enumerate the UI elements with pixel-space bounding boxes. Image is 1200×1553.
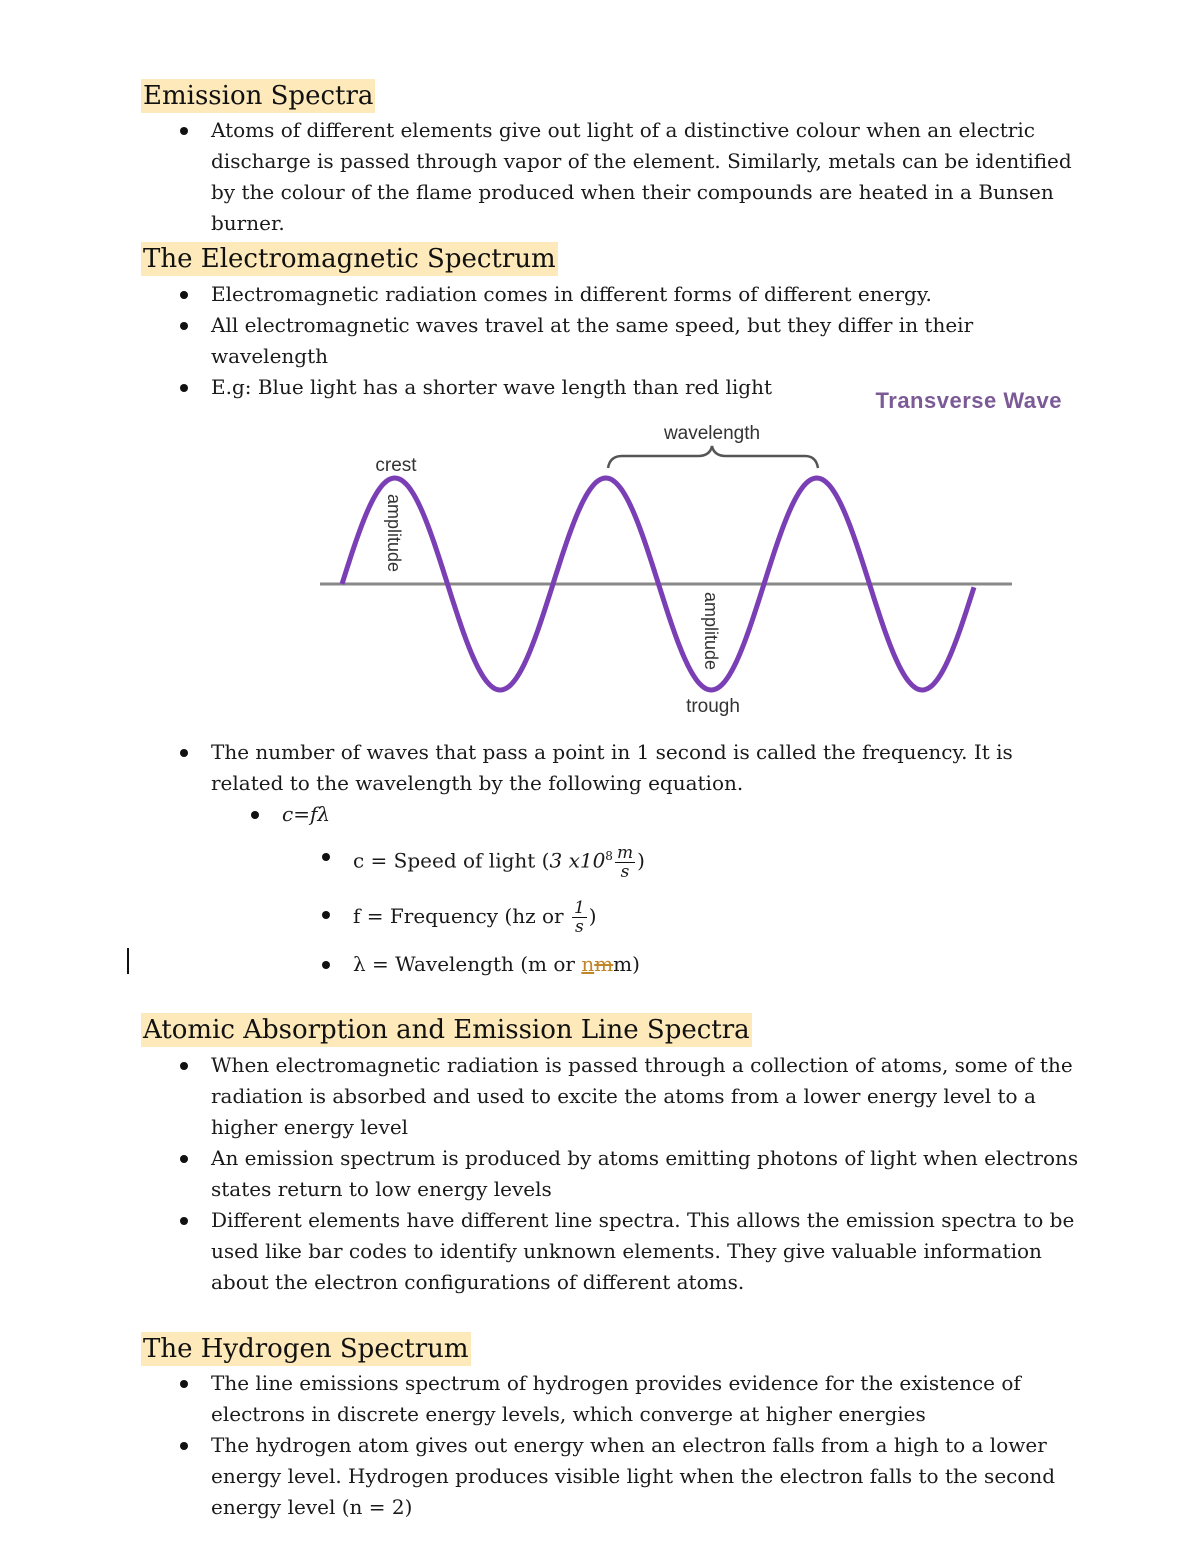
hydrogen-list bbox=[0, 1368, 1200, 1523]
wavelength-label: wavelength bbox=[663, 423, 761, 444]
def-f-close: ) bbox=[588, 904, 597, 928]
absorption-list bbox=[0, 1050, 1200, 1298]
def-c-fraction bbox=[615, 844, 635, 881]
list-item: The line emissions spectrum of hydrogen provides evidence for the existence of electrons in discrete energy levels, which converge at higher energies bbox=[0, 1368, 1200, 1430]
heading-electromagnetic-spectrum: The Electromagnetic Spectrum bbox=[143, 244, 556, 274]
def-lambda-text: λ = Wavelength (m or bbox=[353, 952, 582, 976]
emission-list bbox=[0, 115, 1200, 239]
list-item: An emission spectrum is produced by atoms emitting photons of light when electrons states return to low energy levels bbox=[0, 1143, 1200, 1205]
list-item: Different elements have different line spectra. This allows the emission spectra to be used like bar codes to identify unknown elements. They give valuable information about the electron configurations of different atoms. bbox=[0, 1205, 1200, 1298]
transverse-wave-diagram bbox=[300, 380, 1080, 725]
heading-emission-spectra: Emission Spectra bbox=[143, 81, 374, 111]
def-lambda-close: m) bbox=[613, 952, 640, 976]
list-item: E.g: Blue light has a shorter wave length than red light bbox=[0, 372, 1200, 403]
frac-den: s bbox=[620, 861, 630, 882]
def-c-close: ) bbox=[637, 848, 645, 873]
heading-hydrogen-spectrum: The Hydrogen Spectrum bbox=[143, 1334, 469, 1364]
frac-num: m bbox=[616, 842, 634, 863]
list-item: Electromagnetic radiation comes in different forms of different energy. bbox=[0, 279, 1200, 310]
list-item: All electromagnetic waves travel at the same speed, but they differ in their wavelength bbox=[0, 310, 1200, 372]
def-c-text: c = Speed of light ( bbox=[353, 848, 550, 873]
frac-num: 1 bbox=[573, 898, 585, 918]
list-item: The hydrogen atom gives out energy when an electron falls from a high to a lower energy level. Hydrogen produces visible light when the electron falls to the second energy level (n = 2) bbox=[0, 1430, 1200, 1523]
tracked-delete: m bbox=[594, 952, 614, 976]
amplitude-label-crest: amplitude bbox=[384, 494, 404, 573]
heading-atomic-absorption: Atomic Absorption and Emission Line Spectra bbox=[143, 1015, 750, 1045]
list-item: The number of waves that pass a point in 1 second is called the frequency. It is related to the wavelength by the following equation. bbox=[0, 737, 1200, 799]
trough-label: trough bbox=[686, 696, 740, 717]
list-item: Atoms of different elements give out light of a distinctive colour when an electric discharge is passed through vapor of the element. Similarly, metals can be identified by the colour of the flame produced when their compounds are heated in a Bunsen burner. bbox=[0, 115, 1200, 239]
def-wavelength bbox=[353, 949, 640, 980]
def-f-fraction bbox=[572, 899, 587, 936]
text-cursor bbox=[127, 948, 129, 974]
def-c-coef: 3 x10 bbox=[549, 848, 606, 873]
def-f-text: f = Frequency (hz or bbox=[353, 904, 570, 928]
tracked-insert: n bbox=[581, 952, 595, 976]
def-speed-of-light bbox=[353, 841, 645, 881]
list-item: When electromagnetic radiation is passed through a collection of atoms, some of the radiation is absorbed and used to excite the atoms from a lower energy level to a higher energy level bbox=[0, 1050, 1200, 1143]
frequency-list bbox=[0, 737, 1200, 799]
equation-c-f-lambda: c=fλ bbox=[282, 799, 330, 830]
frac-den: s bbox=[575, 917, 584, 937]
amplitude-label-trough: amplitude bbox=[701, 592, 721, 671]
def-c-exp: 8 bbox=[605, 849, 613, 863]
def-frequency bbox=[353, 899, 597, 936]
diagram-title: Transverse Wave bbox=[875, 388, 1062, 413]
wavelength-brace bbox=[608, 446, 818, 468]
crest-label: crest bbox=[375, 455, 417, 476]
